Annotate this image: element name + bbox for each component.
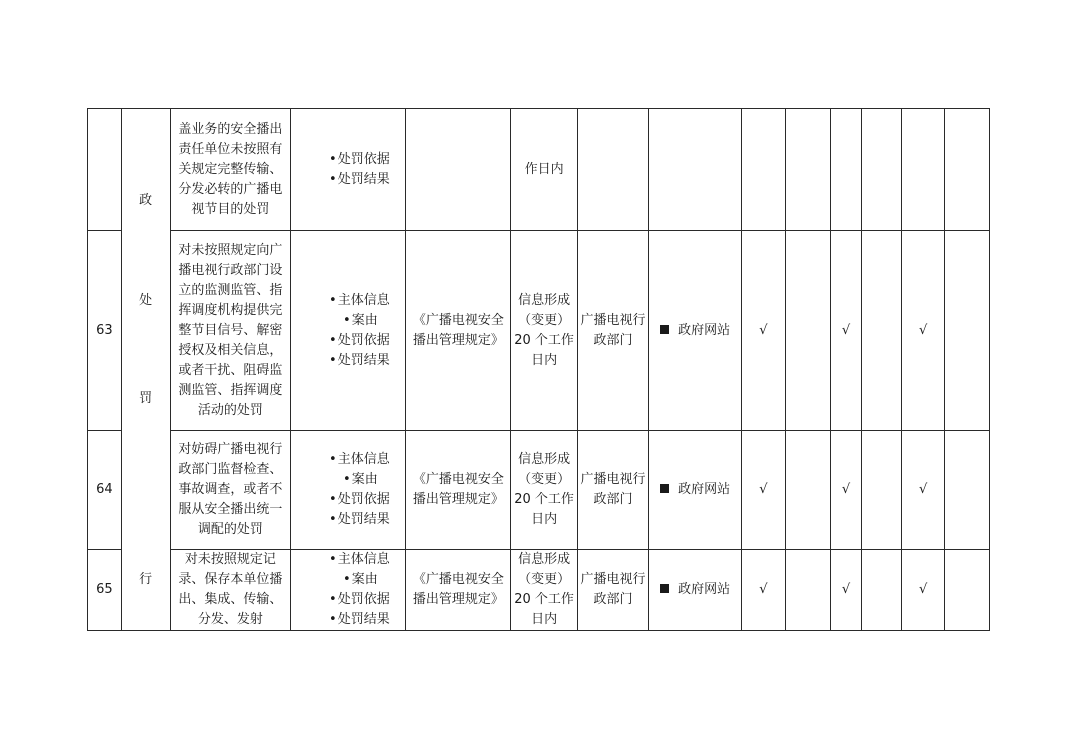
check-mark: [945, 550, 990, 631]
timeline-cell: 信息形成（变更）20 个工作日内: [511, 431, 577, 550]
subject-cell: [577, 109, 648, 231]
row-number: 63: [88, 231, 122, 431]
content-list: •主体信息 •案由 •处罚依据 •处罚结果: [291, 231, 406, 431]
content-entry: 处罚依据: [337, 592, 390, 607]
check-mark: [785, 431, 830, 550]
content-entry: 处罚结果: [337, 171, 390, 187]
content-entry: 处罚依据: [337, 151, 390, 167]
content-entry: 处罚结果: [337, 612, 390, 627]
check-mark: [862, 109, 902, 231]
check-mark: [862, 431, 902, 550]
content-entry: 处罚结果: [337, 512, 390, 527]
check-mark: √: [742, 231, 786, 431]
check-mark: √: [742, 431, 786, 550]
scope-cell: [649, 231, 742, 431]
check-mark: √: [902, 550, 945, 631]
table-row: [88, 431, 990, 550]
basis-cell: 《广播电视安全播出管理规定》: [406, 431, 511, 550]
scope-cell: [649, 550, 742, 631]
check-mark: [785, 231, 830, 431]
check-mark: [830, 109, 862, 231]
check-mark: √: [902, 231, 945, 431]
check-mark: [945, 109, 990, 231]
category-char: 处: [139, 293, 153, 308]
basis-cell: 《广播电视安全播出管理规定》: [406, 231, 511, 431]
content-entry: 处罚结果: [337, 352, 390, 368]
content-entry: 主体信息: [337, 552, 390, 567]
item-text: 对未按照规定记录、保存本单位播出、集成、传输、分发、发射: [170, 550, 290, 631]
subject-cell: 广播电视行政部门: [577, 550, 648, 631]
item-text: 盖业务的安全播出责任单位未按照有关规定完整传输、分发必转的广播电视节目的处罚: [170, 109, 290, 231]
check-mark: √: [902, 431, 945, 550]
check-mark: [902, 109, 945, 231]
item-text: 对妨碍广播电视行政部门监督检查、事故调查，或者不服从安全播出统一调配的处罚: [170, 431, 290, 550]
category-column: [121, 109, 170, 631]
category-char: 政: [139, 193, 153, 208]
timeline-cell: 信息形成（变更）20 个工作日内: [511, 231, 577, 431]
category-char: 罚: [139, 391, 153, 406]
subject-cell: 广播电视行政部门: [577, 431, 648, 550]
scope-text: 政府网站: [678, 482, 731, 497]
timeline-cell: 信息形成（变更）20 个工作日内: [511, 550, 577, 631]
content-entry: 案由: [351, 312, 378, 328]
subject-cell: 广播电视行政部门: [577, 231, 648, 431]
content-entry: 案由: [351, 472, 378, 487]
check-mark: √: [830, 231, 862, 431]
filled-square-icon: [660, 484, 669, 493]
basis-cell: 《广播电视安全播出管理规定》: [406, 550, 511, 631]
category-char: 行: [139, 572, 153, 587]
row-number: 64: [88, 431, 122, 550]
check-mark: √: [742, 550, 786, 631]
basis-cell: [406, 109, 511, 231]
check-mark: [785, 109, 830, 231]
table-row: [88, 550, 990, 631]
check-mark: [862, 231, 902, 431]
scope-text: 政府网站: [678, 582, 731, 597]
check-mark: [945, 231, 990, 431]
content-list: •主体信息 •案由 •处罚依据 •处罚结果: [291, 550, 406, 631]
row-number: [88, 109, 122, 231]
content-list: •主体信息 •案由 •处罚依据 •处罚结果: [291, 431, 406, 550]
content-entry: 主体信息: [337, 452, 390, 467]
check-mark: [862, 550, 902, 631]
row-number: 65: [88, 550, 122, 631]
scope-text: 政府网站: [678, 322, 731, 338]
table-row: [88, 231, 990, 431]
check-mark: [742, 109, 786, 231]
scope-cell: [649, 109, 742, 231]
content-entry: 处罚依据: [337, 492, 390, 507]
filled-square-icon: [660, 325, 669, 334]
disclosure-table: [87, 108, 990, 631]
content-entry: 主体信息: [337, 292, 390, 308]
check-mark: √: [830, 431, 862, 550]
item-text: 对未按照规定向广播电视行政部门设立的监测监管、指挥调度机构提供完整节目信号、解密授权及相关信息，或者干扰、阻碍监测监管、指挥调度活动的处罚: [170, 231, 290, 431]
table-row: [88, 109, 990, 231]
content-list: •处罚依据 •处罚结果: [291, 109, 406, 231]
check-mark: √: [830, 550, 862, 631]
check-mark: [945, 431, 990, 550]
check-mark: [785, 550, 830, 631]
filled-square-icon: [660, 584, 669, 593]
content-entry: 处罚依据: [337, 332, 390, 348]
content-entry: 案由: [351, 572, 378, 587]
timeline-cell: 作日内: [511, 109, 577, 231]
scope-cell: [649, 431, 742, 550]
